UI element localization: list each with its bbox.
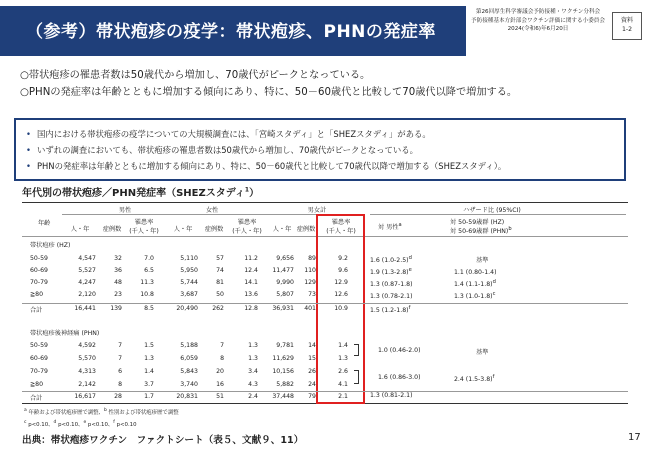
hz-row-1-f_c: 74 — [216, 267, 224, 274]
header-male-rate-1: 罹患率 — [134, 219, 154, 226]
hz-row-1-t_c: 110 — [304, 267, 316, 274]
hz-row-4-age: 合計 — [30, 307, 43, 314]
hz-row-4-t_c: 401 — [304, 305, 316, 312]
note-a-mark: a — [24, 408, 27, 413]
phn-row-0-t_r: 1.4 — [338, 342, 348, 349]
title-bar — [0, 6, 466, 56]
phn-row-3-t_r: 4.1 — [338, 381, 348, 388]
note-e-text: p<0.10、 — [86, 421, 114, 428]
phn-hr1-group1: 1.0 (0.46-2.0) — [378, 347, 421, 354]
note-a-text: 年齢および帯状疱疹歴で調整、 — [26, 409, 104, 416]
header-hr-vs-male-sup: a — [398, 222, 402, 228]
phn-row-0-f_c: 7 — [220, 342, 224, 349]
note-line-1 — [24, 406, 179, 418]
source-citation: 出典：帯状疱疹ワクチン ファクトシート（表５、文献９、11） — [22, 435, 304, 446]
hz-row-3-m_c: 23 — [114, 291, 122, 298]
phn-row-2-f_r: 3.4 — [248, 368, 258, 375]
phn-row-3-f_r: 4.3 — [248, 381, 258, 388]
table-title-text: 年代別の帯状疱疹／PHN発症率（SHEZスタディ — [22, 188, 245, 199]
hz-row-0-t_py: 9,656 — [276, 255, 294, 262]
hz-row-1-m_r: 6.5 — [144, 267, 154, 274]
hz-row-2-hr-age — [454, 279, 496, 288]
note-d-text: p<0.10、 — [56, 421, 84, 428]
header-hr-vs-age-2-text: 対 50-69歳群 (PHN) — [450, 228, 509, 236]
hz-row-1-t_py: 11,477 — [272, 267, 294, 274]
hz-row-0-hr-male — [370, 255, 412, 264]
phn-row-2-m_c: 6 — [118, 368, 122, 375]
hz-row-2-m_c: 48 — [114, 279, 122, 286]
hz-row-0-hr-age-value: 基準 — [476, 257, 489, 265]
phn-row-4-t_r: 2.1 — [338, 393, 348, 400]
hz-row-1-hr-age-value: 1.1 (0.80-1.4) — [454, 269, 497, 277]
hz-row-4-m_py: 16,441 — [74, 305, 96, 312]
header-female-person-years: 人・年 — [173, 226, 193, 233]
phn-row-4-t_c: 79 — [308, 393, 316, 400]
header-male-cases: 症例数 — [102, 226, 122, 233]
phn-row-0-age: 50-59 — [30, 342, 48, 349]
phn-row-4-m_py: 16,617 — [74, 393, 96, 400]
hz-row-0-hr-male-value: 1.6 (1.0-2.5) — [370, 257, 409, 265]
header-female-rate — [228, 217, 266, 235]
hz-row-3-f_py: 3,687 — [180, 291, 198, 298]
phn-row-3-m_c: 8 — [118, 381, 122, 388]
hz-row-1-f_r: 12.4 — [244, 267, 258, 274]
hz-row-2-f_c: 81 — [216, 279, 224, 286]
header-total-rate-1: 罹患率 — [331, 219, 351, 226]
phn-total-rule — [22, 391, 628, 392]
hz-row-4-m_r: 8.5 — [144, 305, 154, 312]
phn-row-4-f_r: 2.4 — [248, 393, 258, 400]
hz-row-0-t_c: 89 — [308, 255, 316, 262]
phn-row-1-f_py: 6,059 — [180, 355, 198, 362]
hz-row-1-age: 60-69 — [30, 267, 48, 274]
phn-row-3-age: ≧80 — [30, 381, 44, 388]
header-hr-vs-male — [378, 222, 402, 231]
note-c-mark: c — [24, 419, 27, 425]
hz-row-0-f_py: 5,110 — [180, 255, 198, 262]
phn-row-3-f_py: 3,740 — [180, 381, 198, 388]
meeting-line-2: 予防接種基本方針部会ワクチン評価に関する小委員会 — [471, 17, 605, 24]
doc-label: 資料 — [620, 17, 634, 24]
summary-point-2: ○PHNの発症率は年齢とともに増加する傾向にあり、特に、50－60歳代と比較して70歳代以降で増加する。 — [20, 87, 518, 98]
total-rate-highlight — [316, 214, 365, 404]
hz-row-3-t_r: 12.6 — [334, 291, 348, 298]
hz-row-2-t_c: 129 — [304, 279, 316, 286]
hz-row-0-age: 50-59 — [30, 255, 48, 262]
phn-row-3-f_c: 16 — [216, 381, 224, 388]
phn-row-1-f_r: 1.3 — [248, 355, 258, 362]
hz-row-0-m_py: 4,547 — [78, 255, 96, 262]
header-female: 女性 — [205, 207, 219, 214]
header-hr-vs-age-sup: b — [508, 226, 512, 232]
table-title-ref: 1 — [244, 186, 250, 194]
header-female-rate-2: (千人・年) — [232, 228, 262, 235]
header-hazard-ratio: ハザード比 (95%CI) — [463, 207, 521, 214]
header-hr-vs-age — [450, 217, 512, 235]
header-total-rate-2: (千人・年) — [326, 228, 356, 235]
header-male-rate — [126, 217, 162, 235]
phn-row-0-t_py: 9,781 — [276, 342, 294, 349]
phn-row-2-m_r: 1.4 — [144, 368, 154, 375]
hz-row-2-t_py: 9,990 — [276, 279, 294, 286]
note-e-mark: e — [83, 419, 87, 425]
hz-row-0-m_r: 7.0 — [144, 255, 154, 262]
hz-row-2-f_r: 14.1 — [244, 279, 258, 286]
header-male-rate-2: (千人・年) — [129, 228, 159, 235]
hz-row-2-f_py: 5,744 — [180, 279, 198, 286]
phn-hr1-total: 1.3 (0.81-2.1) — [370, 392, 413, 399]
hz-row-2-age: 70-79 — [30, 279, 48, 286]
hz-row-2-hr-age-sup: d — [492, 279, 496, 285]
hz-row-0-f_c: 57 — [216, 255, 224, 262]
hz-section-label: 帯状疱疹 (HZ) — [30, 242, 71, 249]
hz-row-2-hr-male — [370, 279, 413, 288]
hz-row-1-hr-male — [370, 267, 412, 276]
hz-row-4-f_c: 262 — [212, 305, 224, 312]
header-female-cases: 症例数 — [204, 226, 224, 233]
phn-row-2-age: 70-79 — [30, 368, 48, 375]
info-box — [14, 118, 626, 181]
header-hr-vs-age-2 — [450, 226, 512, 235]
phn-row-1-t_c: 15 — [308, 355, 316, 362]
hz-row-4-hr-male-value: 1.5 (1.2-1.8) — [370, 307, 409, 315]
hz-row-1-hr-age — [454, 267, 497, 276]
hz-row-3-f_r: 13.6 — [244, 291, 258, 298]
table-top-rule — [22, 202, 628, 203]
page-number: 17 — [628, 432, 641, 443]
header-total: 男女計 — [307, 207, 327, 214]
hz-row-3-m_r: 10.8 — [140, 291, 154, 298]
note-b-mark: b — [103, 408, 107, 413]
phn-row-0-f_py: 5,188 — [180, 342, 198, 349]
phn-row-1-m_c: 7 — [118, 355, 122, 362]
hz-row-3-f_c: 50 — [216, 291, 224, 298]
note-d-mark: d — [53, 419, 57, 425]
hz-row-1-hr-male-value: 1.9 (1.3-2.8) — [370, 269, 409, 277]
phn-row-0-m_c: 7 — [118, 342, 122, 349]
hz-row-3-hr-male — [370, 291, 413, 300]
note-f-mark: f — [113, 419, 115, 425]
hz-row-4-t_py: 36,931 — [272, 305, 294, 312]
header-male-person-years: 人・年 — [70, 226, 90, 233]
note-line-2 — [24, 418, 179, 430]
hz-row-3-hr-male-value: 1.3 (0.78-2.1) — [370, 293, 413, 301]
phn-row-4-age: 合計 — [30, 395, 43, 402]
hz-row-1-m_c: 36 — [114, 267, 122, 274]
hz-row-0-hr-male-sup: d — [408, 255, 412, 261]
hz-row-4-f_py: 20,490 — [176, 305, 198, 312]
hz-row-2-hr-male-value: 1.3 (0.87-1.8) — [370, 281, 413, 289]
phn-row-4-f_c: 51 — [216, 393, 224, 400]
note-c-text: p<0.10、 — [26, 421, 54, 428]
table-title — [22, 184, 259, 199]
header-hr-vs-age-1: 対 50-59歳群 (HZ) — [450, 219, 505, 226]
info-item-1: • 国内における帯状疱疹の疫学についての大規模調査には、「宮崎スタディ」と「SHEZスタディ」がある。 — [26, 126, 614, 142]
summary-point-1: ○帯状疱疹の罹患者数は50歳代から増加し、70歳代がピークとなっている。 — [20, 70, 371, 81]
phn-row-4-f_py: 20,831 — [176, 393, 198, 400]
hz-row-3-hr-age-sup: c — [492, 291, 496, 297]
hz-row-4-m_c: 139 — [110, 305, 122, 312]
meeting-info — [470, 8, 606, 34]
header-male: 男性 — [118, 207, 132, 214]
phn-row-1-t_r: 1.3 — [338, 355, 348, 362]
hz-total-rule — [22, 303, 628, 304]
phn-hr2-group1: 基準 — [476, 349, 489, 356]
header-age: 年齢 — [38, 220, 51, 227]
phn-hr2-group2 — [454, 374, 494, 383]
hz-row-2-t_r: 12.9 — [334, 279, 348, 286]
phn-row-2-t_r: 2.6 — [338, 368, 348, 375]
hz-row-0-hr-age — [476, 255, 488, 264]
info-item-2: • いずれの調査においても、帯状疱疹の罹患者数は50歳代から増加し、70歳代がピークとなっている。 — [26, 142, 614, 158]
table-notes — [24, 406, 179, 430]
phn-row-3-m_r: 3.7 — [144, 381, 154, 388]
phn-row-0-m_r: 1.5 — [144, 342, 154, 349]
hz-row-4-hr-male-sup: f — [408, 305, 411, 311]
header-total-person-years: 人・年 — [272, 226, 292, 233]
doc-number: 1-2 — [621, 26, 633, 33]
header-total-cases: 症例数 — [296, 226, 316, 233]
hz-row-2-hr-age-value: 1.4 (1.1-1.8) — [454, 281, 493, 289]
phn-row-4-m_c: 28 — [114, 393, 122, 400]
phn-row-1-m_r: 1.3 — [144, 355, 154, 362]
header-female-rate-1: 罹患率 — [237, 219, 257, 226]
phn-hr2-group2-text: 2.4 (1.5-3.8) — [454, 376, 493, 384]
note-f-text: p<0.10 — [114, 421, 137, 428]
hz-row-3-t_py: 5,807 — [276, 291, 294, 298]
phn-hr1-group2: 1.6 (0.86-3.0) — [378, 374, 421, 381]
hz-row-1-m_py: 5,527 — [78, 267, 96, 274]
hz-row-0-f_r: 11.2 — [244, 255, 258, 262]
phn-row-2-m_py: 4,313 — [78, 368, 96, 375]
phn-section-label: 帯状疱疹後神経痛 (PHN) — [30, 330, 100, 337]
hz-row-1-t_r: 9.6 — [338, 267, 348, 274]
phn-row-3-t_c: 24 — [308, 381, 316, 388]
phn-row-0-t_c: 14 — [308, 342, 316, 349]
summary-points — [20, 67, 517, 101]
phn-hr2-group2-sup: f — [492, 374, 495, 380]
hz-row-0-t_r: 9.2 — [338, 255, 348, 262]
note-b-text: 性別および帯状疱疹歴で調整 — [106, 409, 179, 416]
hz-row-1-hr-male-sup: e — [408, 267, 412, 273]
phn-row-1-t_py: 11,629 — [272, 355, 294, 362]
phn-row-3-t_py: 5,882 — [276, 381, 294, 388]
hz-row-4-f_r: 12.8 — [244, 305, 258, 312]
slide-title: （参考）帯状疱疹の疫学：帯状疱疹、PHNの発症率 — [26, 22, 436, 42]
phn-row-3-m_py: 2,142 — [78, 381, 96, 388]
phn-row-4-t_py: 37,448 — [272, 393, 294, 400]
hz-row-0-m_c: 32 — [114, 255, 122, 262]
hz-row-3-t_c: 73 — [308, 291, 316, 298]
phn-row-2-f_py: 5,843 — [180, 368, 198, 375]
phn-row-1-age: 60-69 — [30, 355, 48, 362]
meeting-date: 2024(令和6)年6月20日 — [507, 26, 569, 33]
slide-header — [0, 0, 650, 62]
hz-row-3-hr-age — [454, 291, 495, 300]
hz-row-3-hr-age-value: 1.3 (1.0-1.8) — [454, 293, 493, 301]
hz-row-4-t_r: 10.9 — [334, 305, 348, 312]
phn-row-0-f_r: 1.3 — [248, 342, 258, 349]
phn-row-2-t_c: 26 — [308, 368, 316, 375]
document-number-box — [612, 12, 642, 40]
hz-row-2-m_py: 4,247 — [78, 279, 96, 286]
meeting-line-1: 第26回厚生科学審議会予防接種・ワクチン分科会 — [475, 9, 601, 15]
header-hr-rule — [370, 214, 626, 215]
table-title-close: ） — [249, 188, 260, 199]
hz-row-4-hr-male — [370, 305, 410, 314]
header-hr-vs-male-text: 対 男性 — [378, 224, 399, 232]
hz-row-3-m_py: 2,120 — [78, 291, 96, 298]
phn-row-1-m_py: 5,570 — [78, 355, 96, 362]
phn-row-1-f_c: 8 — [220, 355, 224, 362]
hz-row-2-m_r: 11.3 — [140, 279, 154, 286]
phn-row-2-f_c: 20 — [216, 368, 224, 375]
hz-row-1-f_py: 5,950 — [180, 267, 198, 274]
info-item-3: • PHNの発症率は年齢とともに増加する傾向にあり、特に、50－60歳代と比較して70歳代以降で増加する（SHEZスタディ）。 — [26, 158, 614, 174]
phn-row-4-m_r: 1.7 — [144, 393, 154, 400]
phn-row-2-t_py: 10,156 — [272, 368, 294, 375]
hz-row-3-age: ≧80 — [30, 291, 44, 298]
phn-row-0-m_py: 4,592 — [78, 342, 96, 349]
